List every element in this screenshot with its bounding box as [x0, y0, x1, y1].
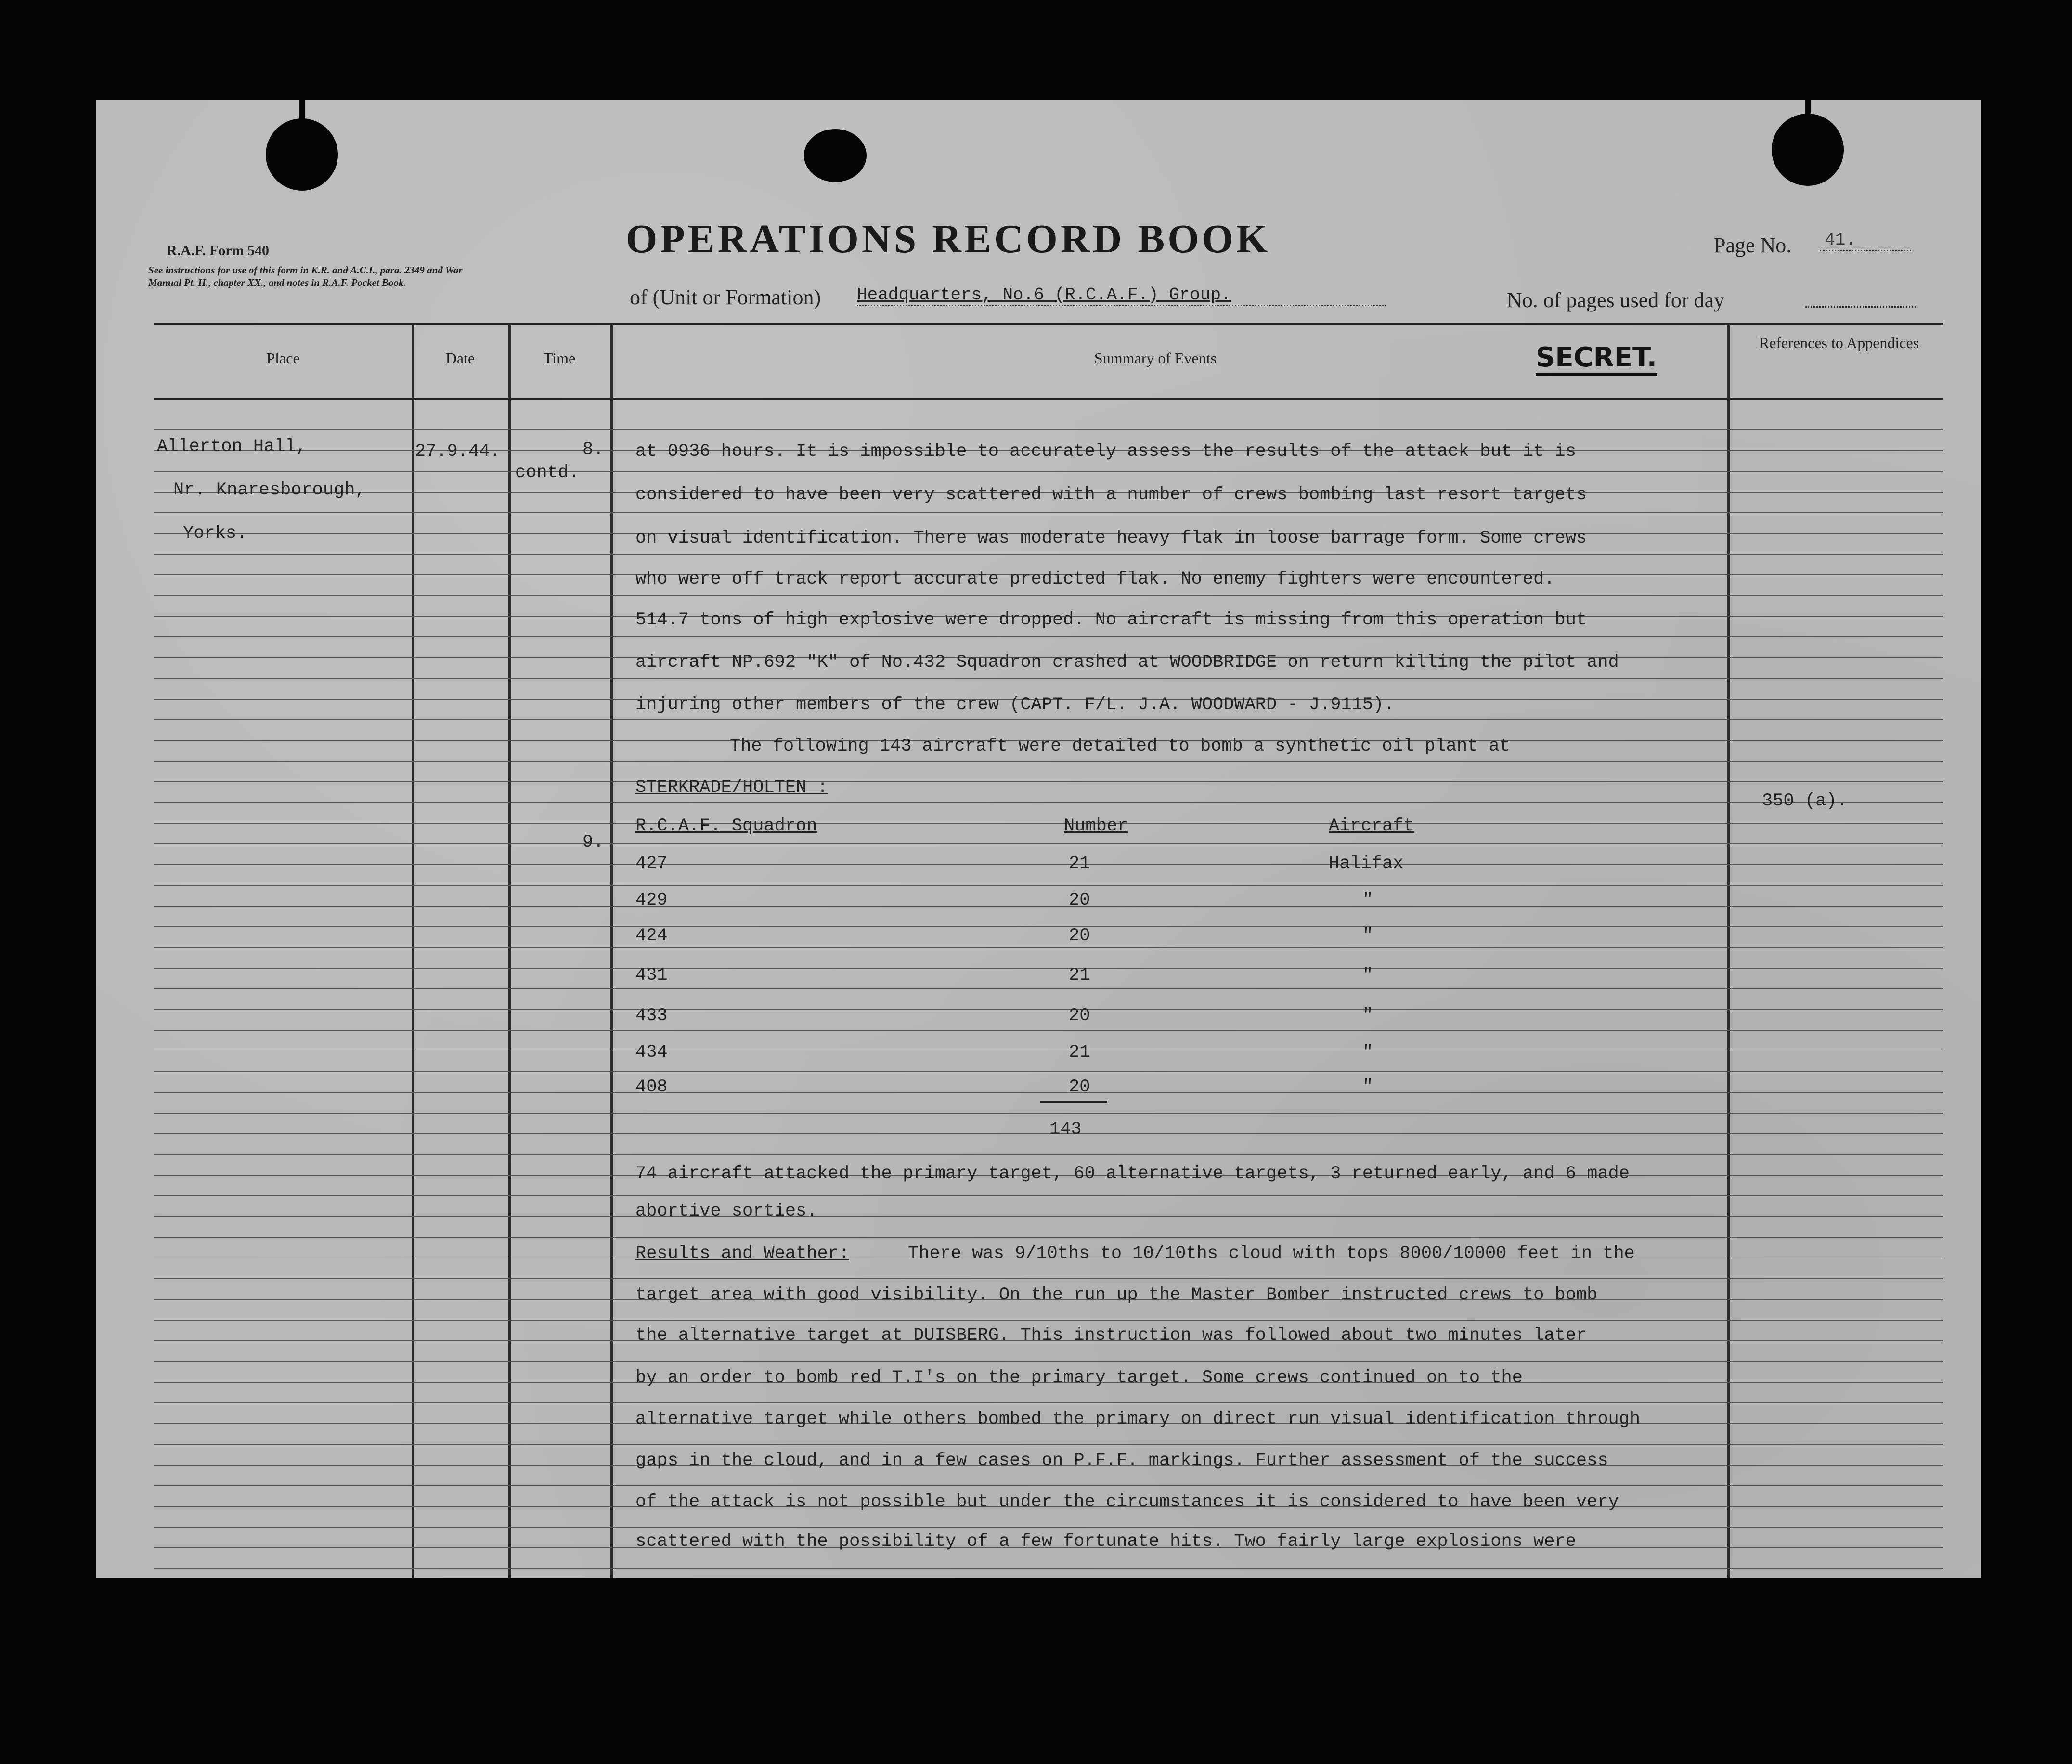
pages-used-label: No. of pages used for day — [1507, 288, 1725, 312]
number-column-header: Number — [1064, 816, 1128, 836]
ruled-line — [154, 1009, 1943, 1010]
header-bottom-rule — [154, 398, 1943, 400]
table-top-rule — [154, 323, 1943, 325]
appendix-reference: 350 (a). — [1762, 791, 1848, 811]
ruled-line — [154, 1320, 1943, 1321]
record-sheet — [96, 100, 1981, 1578]
header-date: Date — [445, 350, 475, 367]
aircraft-cell: " — [1362, 1077, 1373, 1097]
ruled-line — [154, 823, 1943, 824]
number-cell: 21 — [1069, 1042, 1090, 1063]
ruled-line — [154, 843, 1943, 844]
aircraft-cell: " — [1362, 1042, 1373, 1063]
aircraft-cell: " — [1362, 890, 1373, 910]
unit-value: Headquarters, No.6 (R.C.A.F.) Group. — [857, 285, 1386, 306]
ruled-line — [154, 1527, 1943, 1528]
weather-line: of the attack is not possible but under the circumstances it is considered to have been very — [635, 1492, 1619, 1512]
ruled-line — [154, 595, 1943, 596]
form-number: R.A.F. Form 540 — [167, 243, 270, 259]
ruled-line — [154, 1568, 1943, 1569]
page-number-label: Page No. — [1714, 233, 1792, 257]
ruled-line — [154, 947, 1943, 948]
ruled-line — [154, 429, 1943, 430]
ruled-line — [154, 906, 1943, 907]
ruled-line — [154, 1402, 1943, 1403]
ruled-line — [154, 678, 1943, 679]
squadron-cell: 429 — [635, 890, 668, 910]
ruled-line — [154, 1071, 1943, 1072]
squadron-cell: 408 — [635, 1077, 668, 1097]
ruled-line — [154, 1030, 1943, 1031]
summary-line: 514.7 tons of high explosive were dropped. No aircraft is missing from this operation but — [635, 610, 1587, 630]
ruled-line — [154, 761, 1943, 762]
number-cell: 21 — [1069, 965, 1090, 986]
form-instructions: See instructions for use of this form in K.R. and A.C.I., para. 2349 and War Manual Pt. II., chapter XX., and notes in R.A.F. Pocket Book. — [148, 264, 463, 288]
weather-label: Results and Weather: — [635, 1244, 850, 1264]
weather-line: the alternative target at DUISBERG. This instruction was followed about two minutes later — [635, 1325, 1587, 1346]
item-8-contd: contd. — [515, 463, 580, 483]
unit-label: of (Unit or Formation) — [630, 285, 821, 309]
ruled-line — [154, 636, 1943, 637]
punch-hole-center — [804, 129, 867, 182]
result-line: abortive sorties. — [635, 1201, 817, 1221]
aircraft-cell: Halifax — [1329, 854, 1404, 874]
squadron-cell: 424 — [635, 926, 668, 946]
weather-line: alternative target while others bombed the primary on direct run visual identification through — [635, 1409, 1641, 1429]
total-underline — [1040, 1101, 1107, 1102]
squadron-total: 143 — [1049, 1119, 1082, 1140]
weather-line: gaps in the cloud, and in a few cases on P.F.F. markings. Further assessment of the success — [635, 1451, 1608, 1471]
header-place: Place — [266, 350, 300, 367]
squadron-cell: 431 — [635, 965, 668, 986]
aircraft-cell: " — [1362, 1006, 1373, 1026]
secret-stamp: SECRET. — [1536, 342, 1657, 376]
ruled-line — [154, 885, 1943, 886]
binder-tab-right — [1805, 100, 1811, 153]
aircraft-column-header: Aircraft — [1329, 816, 1414, 836]
header-references: References to Appendices — [1759, 334, 1919, 351]
number-cell: 21 — [1069, 854, 1090, 874]
place-line-1: Allerton Hall, — [157, 437, 307, 457]
weather-line: There was 9/10ths to 10/10ths cloud with tops 8000/10000 feet in the — [908, 1244, 1635, 1264]
number-cell: 20 — [1069, 1006, 1090, 1026]
item-9-intro: The following 143 aircraft were detailed to bomb a synthetic oil plant at — [730, 736, 1510, 756]
squadron-cell: 434 — [635, 1042, 668, 1063]
weather-line: by an order to bomb red T.I's on the primary target. Some crews continued on to the — [635, 1368, 1523, 1388]
ruled-line — [154, 1133, 1943, 1134]
number-cell: 20 — [1069, 926, 1090, 946]
ruled-line — [154, 802, 1943, 803]
summary-line: who were off track report accurate predicted flak. No enemy fighters were encountered. — [635, 569, 1555, 589]
ruled-line — [154, 1092, 1943, 1093]
ruled-line — [154, 988, 1943, 989]
ruled-line — [154, 1195, 1943, 1196]
ruled-line — [154, 512, 1943, 513]
weather-line: target area with good visibility. On the run up the Master Bomber instructed crews to bomb — [635, 1285, 1598, 1305]
item-9-number: 9. — [583, 832, 604, 853]
ruled-line — [154, 1485, 1943, 1486]
ruled-line — [154, 471, 1943, 472]
ruled-line — [154, 926, 1943, 927]
entry-date: 27.9.44. — [415, 441, 501, 462]
header-summary: Summary of Events — [1094, 350, 1217, 367]
ruled-line — [154, 554, 1943, 555]
item-8-number: 8. — [583, 440, 604, 460]
place-line-2: Nr. Knaresborough, — [173, 480, 366, 500]
summary-line: on visual identification. There was moderate heavy flak in loose barrage form. Some crews — [635, 528, 1587, 548]
ruled-line — [154, 864, 1943, 865]
result-line: 74 aircraft attacked the primary target, 60 alternative targets, 3 returned early, and 6 made — [635, 1164, 1630, 1184]
ruled-line — [154, 781, 1943, 782]
summary-line: aircraft NP.692 "K" of No.432 Squadron crashed at WOODBRIDGE on return killing the pilot and — [635, 652, 1619, 673]
aircraft-cell: " — [1362, 965, 1373, 986]
squadron-column-header: R.C.A.F. Squadron — [635, 816, 817, 836]
aircraft-cell: " — [1362, 926, 1373, 946]
place-line-3: Yorks. — [183, 523, 247, 544]
ruled-line — [154, 1278, 1943, 1279]
summary-line: considered to have been very scattered with a number of crews bombing last resort targets — [635, 485, 1587, 505]
ruled-line — [154, 719, 1943, 720]
number-cell: 20 — [1069, 890, 1090, 910]
page-title: OPERATIONS RECORD BOOK — [626, 217, 1271, 261]
ruled-line — [154, 1113, 1943, 1114]
squadron-cell: 427 — [635, 854, 668, 874]
header-time: Time — [543, 350, 576, 367]
page-number-value: 41. — [1820, 230, 1911, 251]
summary-line: at 0936 hours. It is impossible to accurately assess the results of the attack but it is — [635, 441, 1576, 462]
ruled-line — [154, 1444, 1943, 1445]
weather-line: scattered with the possibility of a few fortunate hits. Two fairly large explosions were — [635, 1531, 1576, 1552]
binder-tab-left — [299, 100, 305, 153]
ruled-line — [154, 968, 1943, 969]
pages-used-field — [1805, 306, 1916, 308]
item-9-target: STERKRADE/HOLTEN : — [635, 778, 828, 798]
squadron-cell: 433 — [635, 1006, 668, 1026]
number-cell: 20 — [1069, 1077, 1090, 1097]
ruled-line — [154, 1237, 1943, 1238]
ruled-line — [154, 1361, 1943, 1362]
ruled-line — [154, 1216, 1943, 1217]
summary-line: injuring other members of the crew (CAPT. F/L. J.A. WOODWARD - J.9115). — [635, 695, 1395, 715]
ruled-line — [154, 1154, 1943, 1155]
